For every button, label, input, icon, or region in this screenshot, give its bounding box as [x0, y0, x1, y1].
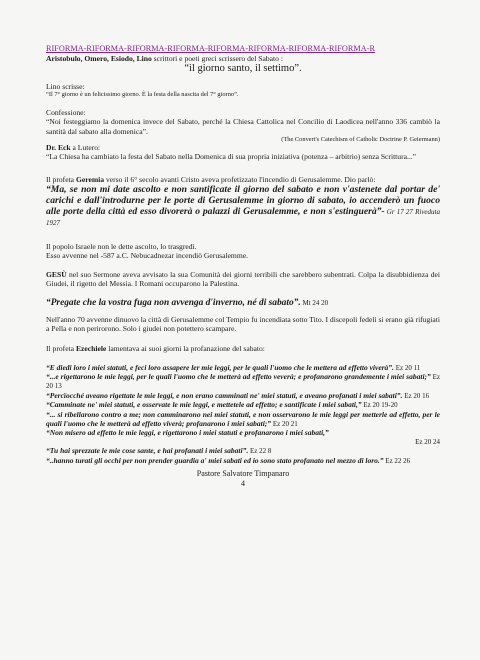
ez-quote [46, 428, 440, 437]
ez-quote [46, 410, 440, 428]
ez-quote-text: “... si ribellarono contro a me; non camminarono nei miei statuti, e non osservarono le mie leggi per metterle ad effetto, per le quali l'uomo che le metterà ad effetto viverà; profanarono i miei sabati;” [46, 409, 440, 428]
geremia-pre: Il profeta [46, 174, 76, 184]
ez-quote-text: “Camminate ne' miei statuti, e osservate le mie leggi, e mettetele ad effetto; e santificate i miei sabati,” [46, 400, 362, 410]
ez-quote-ref: Ez 20 16 [402, 391, 430, 400]
ezechiele-intro [46, 344, 440, 353]
confession-source: (The Convert's Catechism of Catholic Doctrine P. Geiermann) [281, 135, 440, 143]
confession-heading: Confessione: [46, 108, 86, 118]
lino-heading: Lino scrisse: [46, 81, 85, 91]
ez-quote [46, 363, 440, 372]
intro-names: Aristobulo, Omero, Esiodo, Lino [46, 53, 152, 63]
ezechiele-pre: Il profeta [46, 343, 76, 353]
israel-line-2: Esso avvenne nel -587 a.C. Nebucadnezar incendiò Gerusalemme. [46, 250, 249, 260]
ez-quote [46, 400, 440, 409]
ez-quote [46, 456, 440, 465]
ez-quote-ref: Ez 20 19-20 [361, 401, 398, 410]
geremia-quote [46, 184, 440, 229]
ez-quote-ref: Ez 20 11 [393, 363, 421, 372]
gesu-name: GESÙ [46, 269, 67, 279]
ez-quote-ref: Ez 22 26 [383, 456, 411, 465]
ez-quote-ref: Ez 22 8 [248, 447, 272, 456]
ez-quote-text: “..hanno turati gli occhi per non prender guardia a' miei sabati ed io sono stato profanato nel mezzo di loro.” [46, 455, 384, 465]
intro-line [46, 54, 440, 63]
geremia-post: verso il 6° secolo avanti Cristo aveva profetizzato l'incendio di Gerusalemme. Dio parlò: [104, 174, 376, 184]
gesu-paragraph [46, 270, 440, 288]
confession-quote: “Noi festeggiamo la domenica invece del Sabato, perché la Chiesa Cattolica nel Concilio di Laodicea nell'anno 336 cambiò la santità dal sabato alla domenica”. [46, 117, 440, 136]
year70-paragraph: Nell'anno 70 avvenne dinuovo la città di Gerusalemme col Tempio fu incendiata sotto Tito. I discepoli fedeli si erano già rifugiati a Pella e non perirorono. Solo i giudei non potettero scampare. [46, 315, 440, 334]
ez-quote-text: “...e rigettarono le mie leggi, per le quali l'uomo che le metterà ad effetto veverà; e profanarono grandemente i miei sabati;” [46, 372, 431, 381]
riforma-banner: RIFORMA-RIFORMA-RIFORMA-RIFORMA-RIFORMA-RIFORMA-RIFORMA-RIFORMA-R [46, 44, 375, 53]
pray-text: “Pregate che la vostra fuga non avvenga d'inverno, né di sabato”. [46, 298, 301, 308]
ez-quote-ref: Ez 20 24 [415, 437, 440, 446]
signature: Pastore Salvatore Timpanaro [196, 469, 290, 479]
geremia-ref: Gr 17 27 Riveduta 1927 [46, 208, 440, 228]
ez-quote [46, 391, 440, 400]
geremia-name: Geremia [75, 174, 105, 184]
ezechiele-post: lamentava ai suoi giorni la profanazione del sabato: [106, 343, 265, 353]
geremia-intro [46, 175, 440, 184]
israel-line-1: Il popolo Israele non le dette ascolto, lo trasgredì. [46, 241, 197, 251]
geremia-quote-text: “Ma, se non mi date ascolto e non santificate il giorno del sabato e non v'astenete dal portar de' carichi e dall'introdurne per le porte di Gerusalemme in giorno di sabato, io accenderò un fuoco alle porte della città ed esso divorerà o palazzi di Gerusalemme, e non s'estinguerà”- [46, 183, 440, 218]
ez-quote-ref: Ez 20 13 [46, 373, 440, 391]
ezechiele-quotes [46, 363, 440, 466]
pray-ref: Mt 24 20 [300, 299, 329, 307]
ez-quote-text: “Tu hai sprezzate le mie cose sante, e hai profanati i miei sabati”. [46, 446, 249, 456]
gesu-rest: nel suo Sermone aveva avvisato la sua Comunità dei giorni terribili che sarebbero subentrati. Colpa la disubbidienza dei Giudei, il rigetto del Messia. I Romani occuparono la Palestina. [46, 269, 440, 288]
eck-name: Dr. Eck [46, 143, 71, 153]
ez-quote-ref-right [46, 437, 440, 446]
ez-quote-text: “Percïocché aveano rigettate le mie leggi, e non erano camminati ne' miei statuti, e aveano profanati i miei sabati”. [46, 390, 403, 400]
intro-rest: scrittori e poeti greci scrissero del Sabato : [151, 53, 283, 63]
intro-title: “il giorno santo, il settimo”. [184, 62, 302, 74]
pray-line [46, 298, 440, 309]
ez-quote-text: “E diedi loro i miei statuti, e feci loro assapere ler mie leggi, per le quali l'uomo che le mettera ad effetto viverà”. [46, 362, 394, 372]
ez-quote-ref: Ez 20 21 [271, 419, 298, 428]
ez-quote-text: “Non misero ad effetto le mie leggi, e rigettarono i miei statuti e profanarono i miei sabati,” [46, 427, 329, 437]
ez-quote [46, 372, 440, 391]
eck-after: a Lutero: [70, 143, 101, 153]
eck-line [46, 143, 440, 152]
lino-quote: “Il 7° giorno è un felicissimo giorno. È la festa della nascita del 7° giorno”. [46, 90, 239, 98]
ezechiele-name: Ezechiele [75, 343, 107, 353]
eck-quote: “La Chiesa ha cambiato la festa del Sabato nella Domenica di sua propria iniziativa (potenza – arbitrio) senza Scrittura...” [46, 152, 417, 162]
page-number: 4 [241, 478, 245, 488]
ez-quote [46, 446, 440, 455]
